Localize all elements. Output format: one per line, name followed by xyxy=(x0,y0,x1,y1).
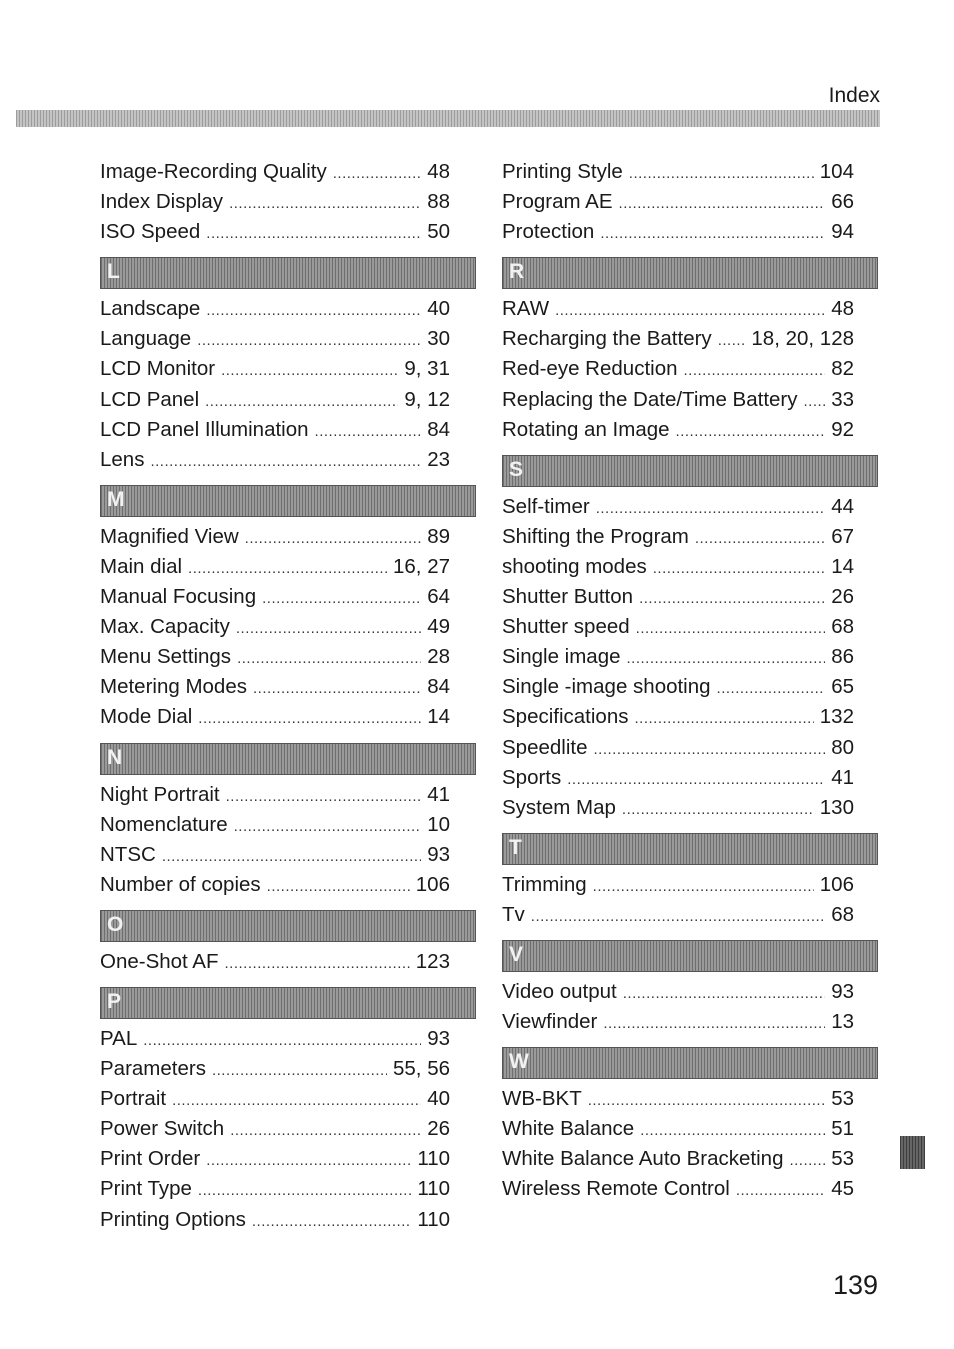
index-page-ref: 18, 20, 128 xyxy=(751,327,854,351)
index-page-ref: 48 xyxy=(831,297,854,321)
dot-leader xyxy=(789,1152,825,1169)
index-term: Index Display xyxy=(100,190,224,214)
index-term: Portrait xyxy=(100,1087,167,1111)
index-page-ref: 84 xyxy=(427,675,450,699)
index-page-ref: 84 xyxy=(427,417,450,441)
index-term: Nomenclature xyxy=(100,812,228,836)
index-term: Menu Settings xyxy=(100,645,232,669)
index-page-ref: 41 xyxy=(427,782,450,806)
dot-leader xyxy=(676,423,826,440)
dot-leader xyxy=(162,848,421,865)
dot-leader xyxy=(634,710,813,727)
dot-leader xyxy=(229,195,421,212)
index-entry xyxy=(100,1147,450,1177)
index-term: Image-Recording Quality xyxy=(100,160,327,183)
index-page-ref: 110 xyxy=(417,1207,450,1231)
index-entry xyxy=(100,1177,450,1207)
index-page-ref: 16, 27 xyxy=(393,554,450,578)
index-term: Single -image shooting xyxy=(502,675,711,699)
dot-leader xyxy=(262,590,421,607)
dot-leader xyxy=(695,530,825,547)
index-term: Metering Modes xyxy=(100,675,247,699)
index-term: Printing Options xyxy=(100,1207,246,1231)
index-page-ref: 106 xyxy=(415,872,450,896)
dot-leader xyxy=(225,955,410,972)
index-entry xyxy=(100,190,450,220)
dot-leader xyxy=(684,362,826,379)
index-term: Program AE xyxy=(502,190,613,214)
index-page-ref: 53 xyxy=(831,1087,854,1111)
index-entry xyxy=(502,327,854,357)
section-letter-bar xyxy=(502,940,878,972)
index-term: Shifting the Program xyxy=(502,524,689,548)
index-page-ref: 55, 56 xyxy=(393,1057,450,1081)
dot-leader xyxy=(245,530,422,547)
index-entry xyxy=(502,585,854,615)
dot-leader xyxy=(236,620,421,637)
index-entry xyxy=(502,873,854,903)
dot-leader xyxy=(188,560,387,577)
header-title: Index xyxy=(828,84,880,107)
index-page-ref: 49 xyxy=(427,615,450,639)
index-page-ref: 9, 31 xyxy=(404,357,450,381)
index-term: White Balance xyxy=(502,1117,635,1141)
index-entry xyxy=(502,1010,854,1040)
index-entry xyxy=(100,783,450,813)
dot-leader xyxy=(600,225,825,242)
index-entry xyxy=(100,675,450,705)
index-column-left xyxy=(100,160,476,1238)
index-page-ref: 9, 12 xyxy=(404,387,450,411)
dot-leader xyxy=(206,302,421,319)
index-entry xyxy=(100,357,450,387)
index-page-ref: 67 xyxy=(831,524,854,548)
index-term: Tv xyxy=(502,902,525,926)
index-page-ref: 94 xyxy=(831,220,854,244)
dot-leader xyxy=(736,1182,825,1199)
index-entry xyxy=(100,1027,450,1057)
index-entry xyxy=(502,615,854,645)
index-page-ref: 66 xyxy=(831,190,854,214)
index-term: Landscape xyxy=(100,297,201,321)
index-term: Sports xyxy=(502,765,562,789)
index-term: Video output xyxy=(502,979,617,1003)
index-entry xyxy=(100,585,450,615)
section-letter: T xyxy=(509,835,522,859)
index-page-ref: 93 xyxy=(831,979,854,1003)
section-letter-bar xyxy=(502,1047,878,1079)
index-page-ref: 40 xyxy=(427,297,450,321)
index-page-ref: 106 xyxy=(819,872,854,896)
index-term: System Map xyxy=(502,795,616,819)
index-entry xyxy=(502,388,854,418)
index-entry xyxy=(502,705,854,735)
section-letter: V xyxy=(509,942,524,966)
index-page-ref: 104 xyxy=(819,160,854,183)
dot-leader xyxy=(718,332,746,349)
section-letter-bar xyxy=(502,833,878,865)
dot-leader xyxy=(640,1122,825,1139)
index-page-ref: 48 xyxy=(427,160,450,183)
index-term: Specifications xyxy=(502,705,629,729)
index-entry xyxy=(502,1147,854,1177)
index-page-ref: 92 xyxy=(831,417,854,441)
section-letter: L xyxy=(107,260,120,284)
dot-leader xyxy=(206,225,421,242)
index-entry xyxy=(100,220,450,250)
section-letter-bar xyxy=(100,485,476,517)
index-term: Trimming xyxy=(502,872,587,896)
index-entry xyxy=(502,1087,854,1117)
index-term: Replacing the Date/Time Battery xyxy=(502,387,798,411)
index-term: Printing Style xyxy=(502,160,623,183)
dot-leader xyxy=(593,878,814,895)
dot-leader xyxy=(622,801,814,818)
index-entry xyxy=(502,736,854,766)
index-entry xyxy=(100,418,450,448)
index-entry xyxy=(502,418,854,448)
dot-leader xyxy=(226,788,422,805)
dot-leader xyxy=(172,1092,421,1109)
index-entry xyxy=(502,980,854,1010)
index-term: shooting modes xyxy=(502,554,647,578)
index-page-ref: 51 xyxy=(831,1117,854,1141)
index-term: Magnified View xyxy=(100,524,239,548)
index-page-ref: 30 xyxy=(427,327,450,351)
section-letter-bar xyxy=(502,257,878,289)
index-entry xyxy=(100,873,450,903)
index-entry xyxy=(100,705,450,735)
index-term: WB-BKT xyxy=(502,1087,582,1111)
dot-leader xyxy=(623,985,825,1002)
index-page-ref: 14 xyxy=(831,554,854,578)
index-term: PAL xyxy=(100,1026,138,1050)
section-letter: S xyxy=(509,457,524,481)
index-term: ISO Speed xyxy=(100,220,201,244)
index-page-ref: 64 xyxy=(427,585,450,609)
index-term: NTSC xyxy=(100,842,156,866)
index-term: White Balance Auto Bracketing xyxy=(502,1147,784,1171)
index-entry xyxy=(100,843,450,873)
dot-leader xyxy=(653,560,825,577)
index-page-ref: 53 xyxy=(831,1147,854,1171)
dot-leader xyxy=(197,332,421,349)
index-entry xyxy=(100,1208,450,1238)
index-entry xyxy=(502,297,854,327)
section-letter-bar xyxy=(100,910,476,942)
index-entry xyxy=(502,1117,854,1147)
index-page-ref: 110 xyxy=(417,1177,450,1201)
index-term: Shutter speed xyxy=(502,615,630,639)
dot-leader xyxy=(603,1015,825,1032)
index-page-ref: 123 xyxy=(415,949,450,973)
index-page-ref: 68 xyxy=(831,902,854,926)
dot-leader xyxy=(596,500,825,517)
index-term: Shutter Button xyxy=(502,585,634,609)
index-term: Protection xyxy=(502,220,595,244)
index-page-ref: 23 xyxy=(427,447,450,471)
index-entry xyxy=(100,555,450,585)
index-entry xyxy=(100,813,450,843)
index-page-ref: 89 xyxy=(427,524,450,548)
index-page-ref: 10 xyxy=(427,812,450,836)
dot-leader xyxy=(221,362,398,379)
index-term: Language xyxy=(100,327,192,351)
index-term: Speedlite xyxy=(502,735,588,759)
section-letter: M xyxy=(107,487,125,511)
dot-leader xyxy=(267,878,410,895)
index-term: Mode Dial xyxy=(100,705,193,729)
index-entry xyxy=(502,525,854,555)
index-term: Recharging the Battery xyxy=(502,327,712,351)
index-entry xyxy=(502,220,854,250)
index-entry xyxy=(100,448,450,478)
index-page-ref: 13 xyxy=(831,1010,854,1034)
index-page-ref: 50 xyxy=(427,220,450,244)
index-page-ref: 86 xyxy=(831,645,854,669)
index-entry xyxy=(502,495,854,525)
dot-leader xyxy=(804,393,826,410)
section-letter-bar xyxy=(100,257,476,289)
index-term: Main dial xyxy=(100,554,183,578)
dot-leader xyxy=(619,195,826,212)
index-term: Number of copies xyxy=(100,872,261,896)
index-entry xyxy=(502,160,854,190)
section-letter: P xyxy=(107,989,122,1013)
index-page-ref: 41 xyxy=(831,765,854,789)
index-term: Rotating an Image xyxy=(502,417,670,441)
dot-leader xyxy=(717,680,826,697)
index-term: Red-eye Reduction xyxy=(502,357,678,381)
index-page-ref: 88 xyxy=(427,190,450,214)
index-term: Power Switch xyxy=(100,1117,225,1141)
index-entry xyxy=(502,675,854,705)
index-page-ref: 45 xyxy=(831,1177,854,1201)
index-entry xyxy=(502,357,854,387)
dot-leader xyxy=(639,590,825,607)
dot-leader xyxy=(198,710,421,727)
dot-leader xyxy=(555,302,825,319)
dot-leader xyxy=(315,423,422,440)
dot-leader xyxy=(234,818,422,835)
index-page-ref: 65 xyxy=(831,675,854,699)
section-letter-bar xyxy=(100,987,476,1019)
index-column-right xyxy=(502,160,878,1208)
index-page-ref: 28 xyxy=(427,645,450,669)
index-term: Wireless Remote Control xyxy=(502,1177,730,1201)
index-term: Single image xyxy=(502,645,621,669)
dot-leader xyxy=(252,1213,411,1230)
header-band xyxy=(16,110,880,127)
index-page-ref: 14 xyxy=(427,705,450,729)
dot-leader xyxy=(627,650,826,667)
index-entry xyxy=(100,297,450,327)
index-entry xyxy=(502,555,854,585)
index-term: Viewfinder xyxy=(502,1010,598,1034)
index-page-ref: 68 xyxy=(831,615,854,639)
dot-leader xyxy=(629,165,814,182)
index-page-ref: 130 xyxy=(819,795,854,819)
index-term: RAW xyxy=(502,297,550,321)
index-entry xyxy=(502,903,854,933)
index-page-ref: 44 xyxy=(831,494,854,518)
index-page-ref: 93 xyxy=(427,842,450,866)
index-entry xyxy=(502,796,854,826)
index-entry xyxy=(100,525,450,555)
dot-leader xyxy=(253,680,421,697)
index-term: Parameters xyxy=(100,1057,206,1081)
dot-leader xyxy=(205,393,398,410)
index-term: Max. Capacity xyxy=(100,615,230,639)
dot-leader xyxy=(636,620,826,637)
dot-leader xyxy=(150,453,421,470)
index-term: LCD Monitor xyxy=(100,357,216,381)
dot-leader xyxy=(567,771,825,788)
index-entry xyxy=(100,645,450,675)
index-entry xyxy=(100,950,450,980)
dot-leader xyxy=(230,1122,421,1139)
index-page-ref: 33 xyxy=(831,387,854,411)
index-entry xyxy=(502,766,854,796)
dot-leader xyxy=(593,741,825,758)
index-entry xyxy=(502,645,854,675)
dot-leader xyxy=(588,1092,825,1109)
page-number: 139 xyxy=(832,1270,878,1300)
section-letter-bar xyxy=(100,743,476,775)
index-page-ref: 110 xyxy=(417,1147,450,1171)
section-letter: R xyxy=(509,260,525,284)
dot-leader xyxy=(143,1032,421,1049)
index-entry xyxy=(100,1057,450,1087)
dot-leader xyxy=(212,1062,387,1079)
index-term: LCD Panel Illumination xyxy=(100,417,309,441)
dot-leader xyxy=(333,165,421,182)
chapter-edge-tab xyxy=(900,1136,925,1169)
dot-leader xyxy=(531,908,825,925)
index-term: One-Shot AF xyxy=(100,949,219,973)
index-entry xyxy=(502,190,854,220)
index-page-ref: 82 xyxy=(831,357,854,381)
index-term: Manual Focusing xyxy=(100,585,257,609)
section-letter: W xyxy=(509,1050,529,1074)
index-entry xyxy=(502,1177,854,1207)
index-term: LCD Panel xyxy=(100,387,200,411)
index-entry xyxy=(100,615,450,645)
index-term: Print Order xyxy=(100,1147,201,1171)
index-entry xyxy=(100,327,450,357)
section-letter-bar xyxy=(502,455,878,487)
index-page-ref: 26 xyxy=(831,585,854,609)
index-page-ref: 132 xyxy=(819,705,854,729)
index-term: Night Portrait xyxy=(100,782,220,806)
dot-leader xyxy=(237,650,421,667)
dot-leader xyxy=(206,1152,411,1169)
section-letter: O xyxy=(107,912,124,936)
index-page-ref: 80 xyxy=(831,735,854,759)
index-term: Lens xyxy=(100,447,145,471)
index-entry xyxy=(100,1117,450,1147)
index-term: Self-timer xyxy=(502,494,590,518)
index-entry xyxy=(100,388,450,418)
index-term: Print Type xyxy=(100,1177,192,1201)
index-page-ref: 93 xyxy=(427,1026,450,1050)
section-letter: N xyxy=(107,745,123,769)
index-entry xyxy=(100,160,450,190)
index-entry xyxy=(100,1087,450,1117)
dot-leader xyxy=(198,1182,411,1199)
index-page-ref: 40 xyxy=(427,1087,450,1111)
index-page-ref: 26 xyxy=(427,1117,450,1141)
